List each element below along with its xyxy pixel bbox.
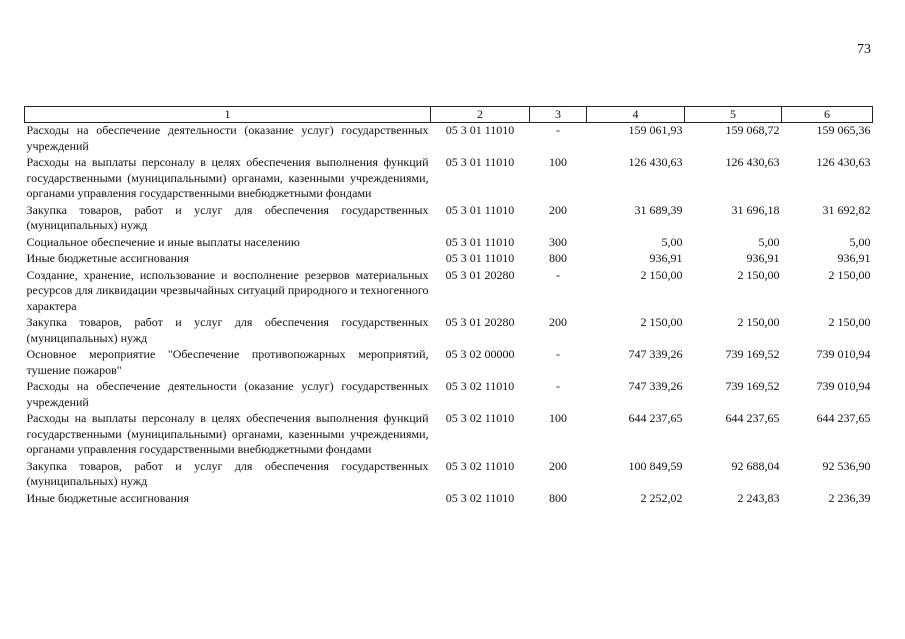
row-amount-year2: 2 150,00	[737, 315, 780, 329]
table-row	[25, 491, 873, 508]
table-row	[25, 235, 873, 252]
row-amount-year2: 936,91	[746, 251, 780, 265]
row-amount-year2: 739 169,52	[725, 347, 780, 361]
row-code: 05 3 02 11010	[445, 490, 515, 505]
row-expense-type: -	[556, 267, 560, 282]
row-expense-type: -	[556, 379, 560, 393]
row-name: Расходы на выплаты персоналу в целях обеспечения выполнения функций государственными (муниципальными) органами, казенными учреждениями, органами управления государственными внебюджетными фондами	[26, 155, 429, 200]
row-amount-year3: 31 692,82	[822, 202, 871, 217]
row-amount-year2: 2 243,83	[737, 490, 780, 505]
header-cell-year2: 5	[685, 107, 782, 123]
row-amount-year3: 2 150,00	[828, 315, 871, 329]
row-amount-year3: 936,91	[837, 251, 871, 265]
row-amount-year1: 936,91	[649, 251, 683, 265]
budget-table	[24, 106, 873, 507]
row-amount-year3: 126 430,63	[816, 155, 871, 169]
table-row	[25, 347, 873, 379]
row-code: 05 3 01 11010	[445, 123, 515, 137]
row-expense-type: 200	[549, 202, 567, 217]
row-expense-type: -	[556, 123, 560, 137]
row-amount-year3: 2 150,00	[828, 267, 871, 282]
row-amount-year3: 739 010,94	[816, 379, 871, 393]
row-amount-year1: 126 430,63	[628, 155, 683, 169]
table-body	[25, 123, 873, 508]
header-row	[25, 107, 873, 123]
row-amount-year2: 644 237,65	[725, 411, 780, 425]
table-row	[25, 203, 873, 235]
header-cell-year3: 6	[782, 107, 873, 123]
header-cell-expense-type: 3	[530, 107, 587, 123]
table-row	[25, 411, 873, 459]
table-row	[25, 459, 873, 491]
row-amount-year1: 100 849,59	[628, 458, 683, 473]
row-amount-year3: 644 237,65	[816, 411, 871, 425]
row-expense-type: 800	[549, 251, 567, 265]
row-amount-year3: 739 010,94	[816, 347, 871, 361]
row-code: 05 3 01 11010	[445, 155, 515, 169]
row-amount-year1: 2 150,00	[640, 267, 683, 282]
row-code: 05 3 02 11010	[445, 411, 515, 425]
row-code: 05 3 01 20280	[445, 267, 515, 282]
row-name: Расходы на выплаты персоналу в целях обеспечения выполнения функций государственными (муниципальными) органами, казенными учреждениями, органами управления государственными внебюджетными фондами	[26, 411, 429, 456]
row-expense-type: 200	[549, 458, 567, 473]
row-amount-year2: 159 068,72	[725, 123, 780, 137]
row-code: 05 3 02 11010	[445, 458, 515, 473]
table-row	[25, 251, 873, 268]
row-name: Основное мероприятие "Обеспечение противопожарных мероприятий, тушение пожаров"	[26, 347, 429, 377]
row-name: Расходы на обеспечение деятельности (оказание услуг) государственных учреждений	[26, 379, 429, 409]
row-amount-year2: 126 430,63	[725, 155, 780, 169]
row-amount-year1: 747 339,26	[628, 347, 683, 361]
row-amount-year3: 92 536,90	[822, 458, 871, 473]
row-name: Создание, хранение, использование и восполнение резервов материальных ресурсов для ликвидации чрезвычайных ситуаций природного и техногенного характера	[26, 267, 429, 313]
row-amount-year3: 2 236,39	[828, 490, 871, 505]
row-expense-type: -	[556, 347, 560, 361]
row-amount-year1: 2 252,02	[640, 490, 683, 505]
row-name: Расходы на обеспечение деятельности (оказание услуг) государственных учреждений	[26, 123, 429, 153]
row-expense-type: 100	[549, 155, 567, 169]
row-name: Социальное обеспечение и иные выплаты населению	[26, 234, 300, 249]
row-amount-year1: 159 061,93	[628, 123, 683, 137]
row-amount-year2: 2 150,00	[737, 267, 780, 282]
row-name: Иные бюджетные ассигнования	[26, 251, 189, 265]
table-row	[25, 315, 873, 347]
row-code: 05 3 01 11010	[445, 234, 515, 249]
row-name: Закупка товаров, работ и услуг для обеспечения государственных (муниципальных) нужд	[26, 202, 429, 232]
header-cell-code: 2	[431, 107, 530, 123]
row-amount-year1: 644 237,65	[628, 411, 683, 425]
row-expense-type: 100	[549, 411, 567, 425]
row-expense-type: 200	[549, 315, 567, 329]
row-name: Закупка товаров, работ и услуг для обеспечения государственных (муниципальных) нужд	[26, 315, 429, 345]
row-amount-year1: 747 339,26	[628, 379, 683, 393]
table-header	[25, 107, 873, 123]
row-name: Иные бюджетные ассигнования	[26, 490, 189, 505]
row-code: 05 3 01 11010	[445, 251, 515, 265]
row-amount-year1: 5,00	[661, 234, 683, 249]
header-cell-name: 1	[25, 107, 431, 123]
row-amount-year2: 5,00	[758, 234, 780, 249]
table-row	[25, 123, 873, 156]
table-row	[25, 379, 873, 411]
row-code: 05 3 02 00000	[445, 347, 515, 361]
row-expense-type: 800	[549, 490, 567, 505]
row-amount-year2: 739 169,52	[725, 379, 780, 393]
row-amount-year2: 31 696,18	[731, 202, 780, 217]
row-expense-type: 300	[549, 234, 567, 249]
row-code: 05 3 01 11010	[445, 202, 515, 217]
row-amount-year3: 5,00	[849, 234, 871, 249]
row-name: Закупка товаров, работ и услуг для обеспечения государственных (муниципальных) нужд	[26, 458, 429, 488]
page-number: 73	[857, 42, 871, 57]
row-amount-year1: 2 150,00	[640, 315, 683, 329]
table-row	[25, 268, 873, 316]
header-cell-year1: 4	[587, 107, 685, 123]
row-code: 05 3 02 11010	[445, 379, 515, 393]
row-amount-year2: 92 688,04	[731, 458, 780, 473]
row-code: 05 3 01 20280	[445, 315, 515, 329]
row-amount-year1: 31 689,39	[634, 202, 683, 217]
table-row	[25, 155, 873, 203]
row-amount-year3: 159 065,36	[816, 123, 871, 137]
